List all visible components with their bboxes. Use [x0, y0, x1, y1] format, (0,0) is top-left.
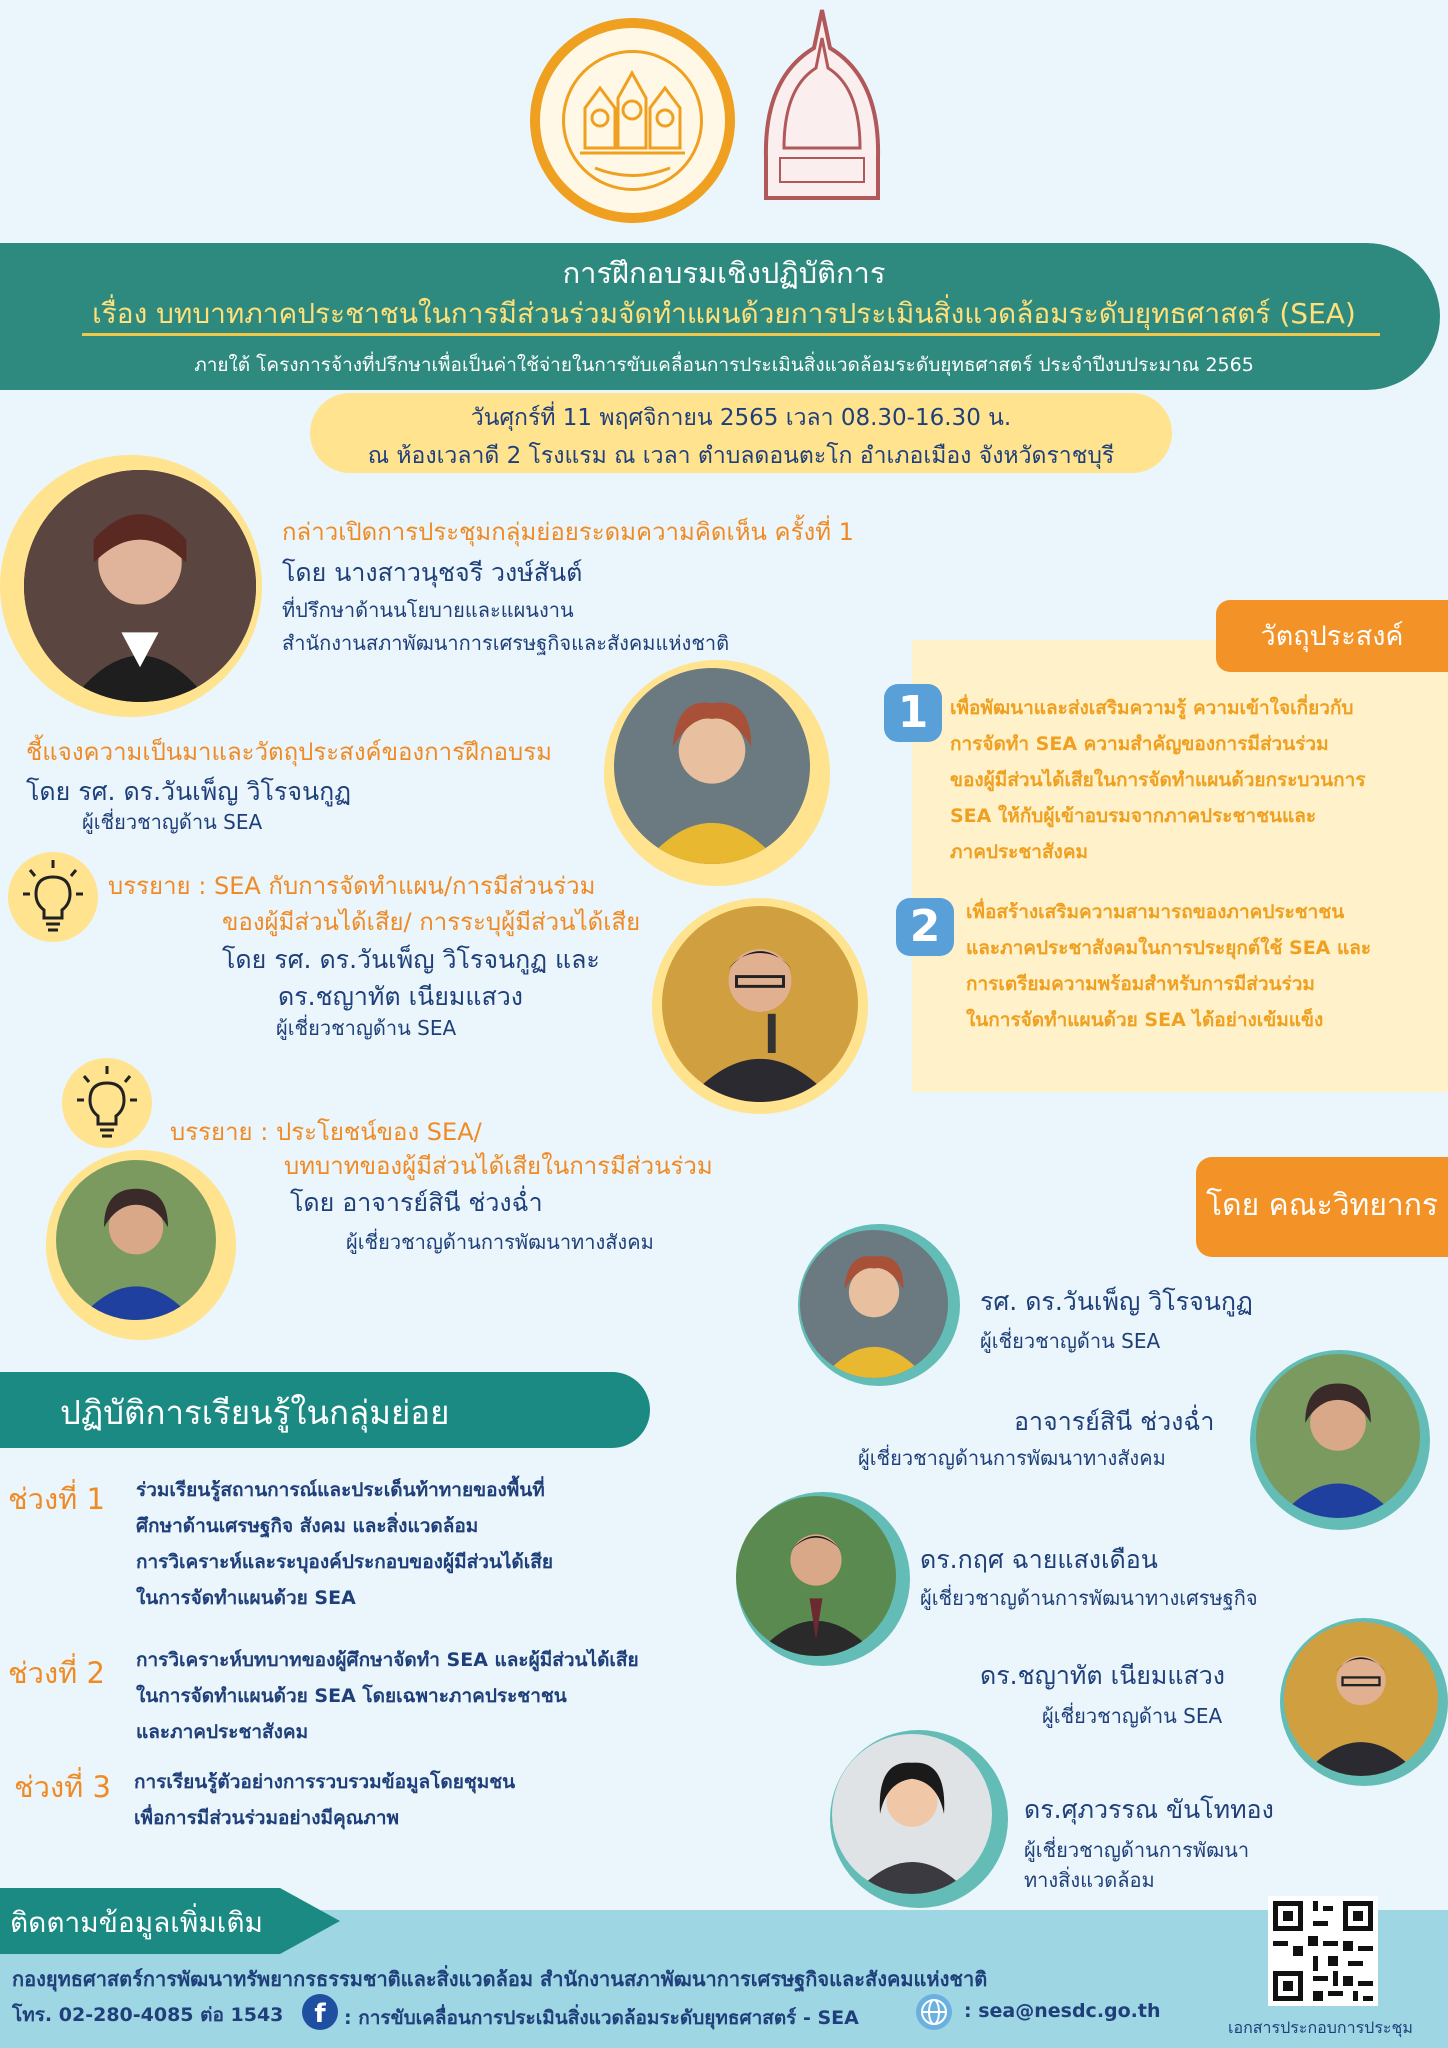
objective-number-badge: 1 [884, 684, 942, 742]
session-label: ช่วงที่ 3 [14, 1770, 111, 1804]
session-1-text: ร่วมเรียนรู้สถานการณ์และประเด็นท้าทายของพื้นที่ ศึกษาด้านเศรษฐกิจ สังคม และสิ่งแวดล้อม การวิเคราะห์และระบุองค์ประกอบของผู้มีส่วนได้เสีย ในการจัดทำแผนด้วย SEA [136, 1479, 553, 1609]
lecture2-by: โดย อาจารย์สินี ช่วงฉ่ำ [290, 1188, 543, 1217]
opening-org: สำนักงานสภาพัฒนาการเศรษฐกิจและสังคมแห่งชาติ [282, 631, 730, 655]
facebook-page-link[interactable]: : การขับเคลื่อนการประเมินสิ่งแวดล้อมระดับยุทธศาสตร์ - SEA [344, 2007, 859, 2029]
lecturer-role: ผู้เชี่ยวชาญด้านการพัฒนาทางเศรษฐกิจ [920, 1586, 1258, 1610]
email-link[interactable]: : sea@nesdc.go.th [964, 2000, 1161, 2022]
opening-by: โดย นางสาวนุชจรี วงษ์สันต์ [282, 558, 583, 587]
page-title: การฝึกอบรมเชิงปฏิบัติการ [562, 256, 886, 290]
objective-item-2: เพื่อสร้างเสริมความสามารถของภาคประชาชน และภาคประชาสังคมในการประยุกต์ใช้ SEA และ การเตรียมความพร้อมสำหรับการมีส่วนร่วม ในการจัดทำแผนด้วย SEA ได้อย่างเข้มแข็ง [966, 901, 1372, 1031]
qr-label: เอกสารประกอบการประชุม [1228, 2018, 1413, 2037]
lecturer-role: ผู้เชี่ยวชาญด้านการพัฒนา [1024, 1838, 1250, 1862]
lecturers-tab-label: โดย คณะวิทยากร [1205, 1188, 1439, 1223]
intro-speaker-photo [614, 668, 810, 864]
lecture2-position: ผู้เชี่ยวชาญด้านการพัฒนาทางสังคม [346, 1230, 654, 1254]
objective-number-badge: 2 [896, 898, 954, 956]
opening-speaker-photo [24, 470, 256, 702]
lecture2-speaker-photo [56, 1160, 216, 1320]
page-subject: เรื่อง บทบาทภาคประชาชนในการมีส่วนร่วมจัดทำแผนด้วยการประเมินสิ่งแวดล้อมระดับยุทธศาสตร์ (SEA) [92, 297, 1356, 330]
lecturer-role: ผู้เชี่ยวชาญด้านการพัฒนาทางสังคม [858, 1446, 1166, 1470]
lecturer-name: รศ. ดร.วันเพ็ญ วิโรจนกูฏ [980, 1287, 1253, 1316]
lecturer-role-line2: ทางสิ่งแวดล้อม [1024, 1868, 1155, 1892]
session-label: ช่วงที่ 1 [8, 1482, 105, 1516]
footer-org: กองยุทธศาสตร์การพัฒนาทรัพยากรธรรมชาติและสิ่งแวดล้อม สำนักงานสภาพัฒนาการเศรษฐกิจและสังคมแห่งชาติ [12, 1967, 988, 1991]
lecturer-role: ผู้เชี่ยวชาญด้าน SEA [1042, 1704, 1223, 1728]
lecturer-photo-sinee [1256, 1354, 1420, 1518]
objectives-tab-label: วัตถุประสงค์ [1260, 621, 1404, 652]
lecture1-speaker-photo [662, 906, 858, 1102]
lecture1-position: ผู้เชี่ยวชาญด้าน SEA [276, 1016, 457, 1040]
facebook-icon[interactable]: f [302, 1994, 338, 2030]
lecturer-name: ดร.ชญาทัต เนียมแสวง [980, 1661, 1225, 1690]
intro-by: โดย รศ. ดร.วันเพ็ญ วิโรจนกูฏ [26, 777, 352, 806]
lecturer-photo-chayatat [1284, 1622, 1438, 1776]
session-3-text: การเรียนรู้ตัวอย่างการรวบรวมข้อมูลโดยชุมชน เพื่อการมีส่วนร่วมอย่างมีคุณภาพ [134, 1771, 516, 1829]
lecturer-photo-wanpen [800, 1230, 948, 1378]
lecturer-role: ผู้เชี่ยวชาญด้าน SEA [980, 1329, 1161, 1353]
lecturer-name: ดร.ศุภวรรณ ขันโททอง [1024, 1795, 1274, 1824]
session-2-text: การวิเคราะห์บทบาทของผู้ศึกษาจัดทำ SEA และผู้มีส่วนได้เสีย ในการจัดทำแผนด้วย SEA โดยเฉพาะภาคประชาชน และภาคประชาสังคม [136, 1649, 639, 1743]
footer-phone: โทร. 02-280-4085 ต่อ 1543 [12, 2004, 284, 2026]
globe-icon [916, 1994, 952, 2030]
project-subtitle: ภายใต้ โครงการจ้างที่ปรึกษาเพื่อเป็นค่าใช้จ่ายในการขับเคลื่อนการประเมินสิ่งแวดล้อมระดับยุทธศาสตร์ ประจำปีงบประมาณ 2565 [194, 354, 1254, 376]
lecture1-line2: ของผู้มีส่วนได้เสีย/ การระบุผู้มีส่วนได้เสีย [222, 908, 641, 936]
lecture1-by2: ดร.ชญาทัต เนียมแสวง [278, 982, 523, 1011]
objective-item-1: เพื่อพัฒนาและส่งเสริมความรู้ ความเข้าใจเกี่ยวกับ การจัดทำ SEA ความสำคัญของการมีส่วนร่วม ของผู้มีส่วนได้เสียในการจัดทำแผนด้วยกระบวนการ SEA ให้กับผู้เข้าอบรมจากภาคประชาชนและ ภาคประชาสังคม [950, 697, 1366, 863]
title-divider [82, 333, 1380, 336]
event-datetime: วันศุกร์ที่ 11 พฤศจิกายน 2565 เวลา 08.30-16.30 น. [470, 405, 1012, 431]
lecturer-name: อาจารย์สินี ช่วงฉ่ำ [1014, 1407, 1215, 1436]
intro-position: ผู้เชี่ยวชาญด้าน SEA [82, 810, 263, 834]
session-label: ช่วงที่ 2 [8, 1656, 105, 1690]
opening-title: กล่าวเปิดการประชุมกลุ่มย่อยระดมความคิดเห็น ครั้งที่ 1 [282, 518, 854, 546]
lecturer-photo-suphawan [832, 1734, 992, 1894]
opening-position: ที่ปรึกษาด้านนโยบายและแผนงาน [282, 598, 574, 622]
nesdc-logo [530, 18, 735, 223]
qr-code[interactable] [1268, 1896, 1378, 2006]
lightbulb-icon [8, 852, 98, 942]
lecture2-line2: บทบาทของผู้มีส่วนได้เสียในการมีส่วนร่วม [284, 1152, 713, 1180]
follow-label: ติดตามข้อมูลเพิ่มเติม [10, 1906, 263, 1939]
lecture2-line1: บรรยาย : ประโยชน์ของ SEA/ [170, 1118, 482, 1146]
lecture1-line1: บรรยาย : SEA กับการจัดทำแผน/การมีส่วนร่วม [108, 872, 596, 900]
lecturer-name: ดร.กฤศ ฉายแสงเดือน [920, 1545, 1158, 1574]
event-venue: ณ ห้องเวลาดี 2 โรงแรม ณ เวลา ตำบลดอนตะโก อำเภอเมือง จังหวัดราชบุรี [367, 443, 1115, 469]
kku-logo [760, 8, 884, 206]
intro-title: ชี้แจงความเป็นมาและวัตถุประสงค์ของการฝึกอบรม [26, 738, 552, 766]
workshop-title: ปฏิบัติการเรียนรู้ในกลุ่มย่อย [60, 1393, 450, 1432]
lightbulb-icon [62, 1058, 152, 1148]
lecture1-by1: โดย รศ. ดร.วันเพ็ญ วิโรจนกูฏ และ [222, 945, 600, 974]
lecturer-photo-krit [736, 1496, 896, 1656]
